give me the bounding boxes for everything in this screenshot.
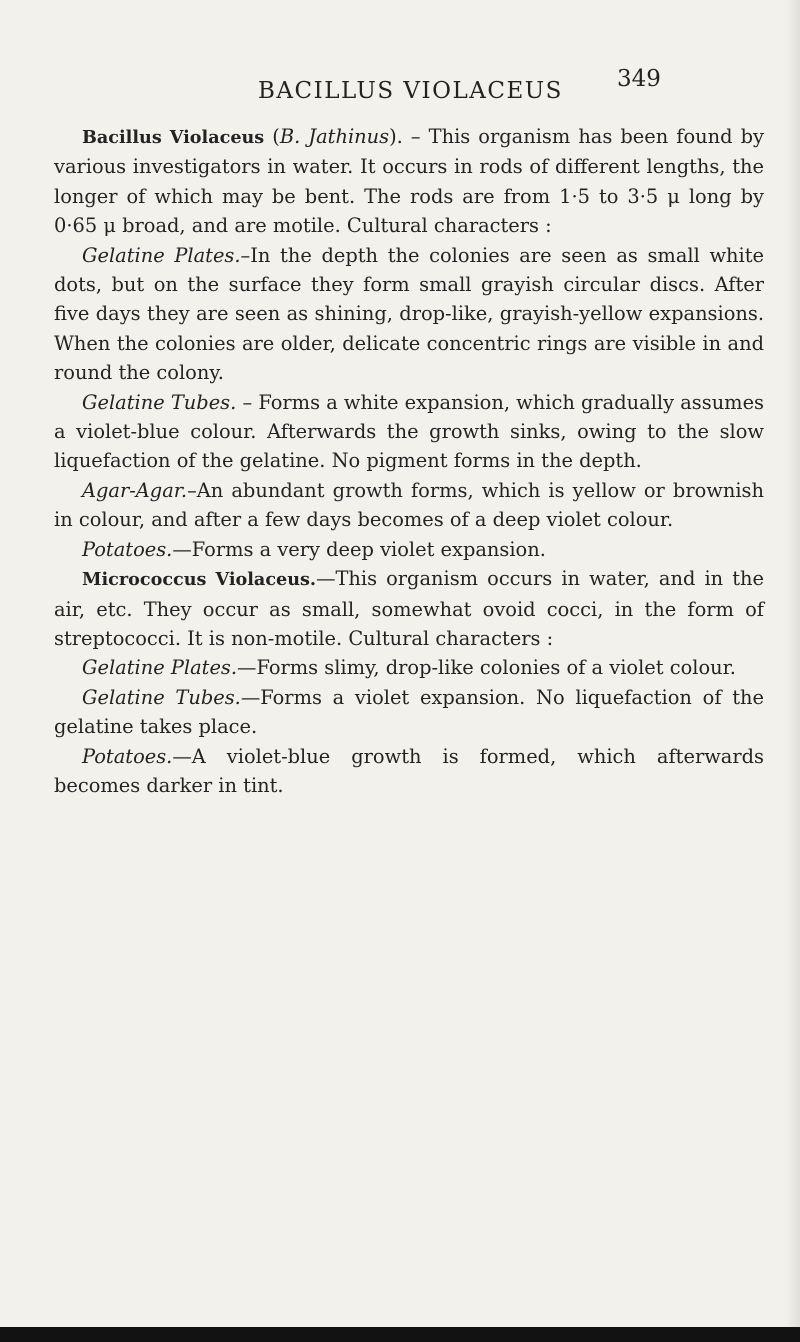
- medium-heading: Gelatine Plates.: [82, 656, 238, 680]
- heading-dash: –: [236, 390, 259, 414]
- paragraph-gelatine-plates: [54, 653, 764, 682]
- paragraph-bacillus-violaceus: [54, 122, 764, 241]
- page-number: 349: [617, 66, 661, 92]
- paragraph-gelatine-tubes: [54, 388, 764, 476]
- heading-dash: —: [240, 685, 261, 709]
- body-text: [54, 122, 764, 800]
- medium-heading: Gelatine Tubes.: [82, 390, 237, 414]
- medium-heading: Potatoes.: [82, 537, 173, 561]
- paragraph-micrococcus-violaceus: [54, 564, 764, 653]
- paragraph-gelatine-plates: [54, 241, 764, 388]
- paren-open: (: [264, 125, 280, 148]
- paragraph-text: Forms a very deep violet expansion.: [191, 537, 546, 561]
- medium-heading: Agar-Agar.: [82, 478, 188, 502]
- paragraph-text: In the depth the colonies are seen as small white dots, but on the surface they form small grayish circular discs. After five days they are seen as shining, drop-like, grayish-yellow expansions. When the colonies are older, delicate concentric rings are visible in and round the colony.: [54, 243, 764, 385]
- paragraph-text: —This organism occurs in water, and in the air, etc. They occur as small, somewhat ovoid cocci, in the form of streptococci. It is non-motile. Cultural characters :: [54, 567, 764, 650]
- paragraph-potatoes: [54, 742, 764, 801]
- paragraph-text: Forms a violet expansion. No liquefaction of the gelatine takes place.: [54, 685, 764, 739]
- paragraph-gelatine-tubes: [54, 683, 764, 742]
- medium-heading: Potatoes.: [82, 744, 173, 768]
- medium-heading: Gelatine Tubes.: [82, 685, 241, 709]
- scan-bottom-border: [0, 1327, 800, 1342]
- paragraph-text: Forms a white expansion, which gradually assumes a violet-blue colour. Afterwards the growth sinks, owing to the slow liquefaction of the gelatine. No pigment forms in the depth.: [54, 390, 764, 473]
- paragraph-text: ). – This organism has been found by various investigators in water. It occurs in rods of different lengths, the longer of which may be bent. The rods are from 1·5 to 3·5 μ long by 0·65 μ broad, and are motile. Cultural characters :: [54, 125, 764, 238]
- organism-synonym: B. Jathinus: [279, 125, 390, 148]
- organism-name: Bacillus Violaceus: [82, 127, 265, 148]
- page-edge-shadow: [786, 0, 800, 1342]
- paragraph-text: A violet-blue growth is formed, which afterwards becomes darker in tint.: [54, 744, 764, 797]
- heading-dash: –: [240, 243, 251, 267]
- heading-dash: —: [237, 656, 257, 680]
- medium-heading: Gelatine Plates.: [82, 243, 241, 267]
- paragraph-text: Forms slimy, drop-like colonies of a violet colour.: [256, 656, 736, 680]
- running-title: BACILLUS VIOLACEUS: [258, 78, 563, 104]
- heading-dash: –: [187, 478, 197, 502]
- paragraph-text: An abundant growth forms, which is yellow or brownish in colour, and after a few days becomes of a deep violet colour.: [54, 478, 764, 532]
- organism-name: Micrococcus Violaceus.: [82, 569, 317, 591]
- paragraph-potatoes: [54, 535, 764, 564]
- heading-dash: —: [172, 537, 192, 561]
- heading-dash: —: [172, 744, 192, 768]
- paragraph-agar-agar: [54, 476, 764, 535]
